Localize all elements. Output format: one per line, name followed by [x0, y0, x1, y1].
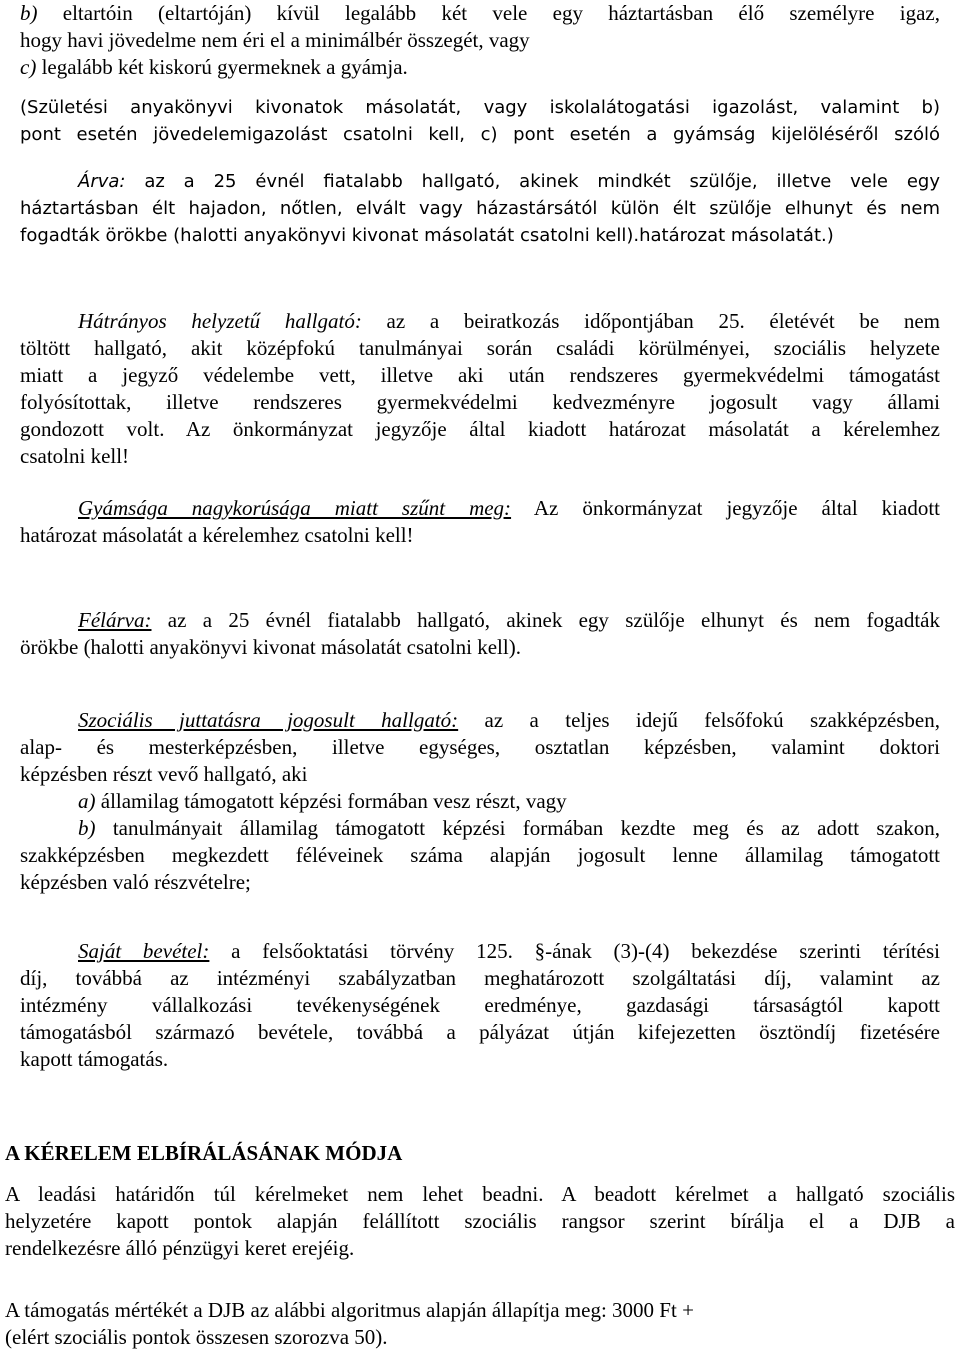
- hatranyos-text: az a beiratkozás időpontjában 25. életévét be nem: [361, 309, 940, 333]
- arva-text: az a 25 évnél fiatalabb hallgató, akinek mindkét szülője, illetve vele egy: [125, 171, 940, 192]
- item-b-line: hogy havi jövedelme nem éri el a minimálbér összegét, vagy: [20, 28, 530, 52]
- evaluation-line: rendelkezésre álló pénzügyi keret erejéig.: [5, 1236, 355, 1260]
- arva-term: Árva:: [78, 171, 126, 192]
- felarva-term: Félárva:: [78, 608, 152, 632]
- felarva-line: örökbe (halotti anyakönyvi kivonat másolatát csatolni kell).: [20, 635, 521, 659]
- hatranyos-line: gondozott volt. Az önkormányzat jegyzője által kiadott határozat másolatát a kérelemhez: [20, 417, 940, 441]
- sajat-line: [20, 938, 940, 965]
- section-heading: A KÉRELEM ELBÍRÁLÁSÁNAK MÓDJA: [5, 1141, 403, 1165]
- szocialis-text: az a teljes idejű felsőfokú szakképzésben,: [458, 708, 940, 732]
- szocialis-line: szakképzésben megkezdett féléveinek száma alapján jogosult lenne államilag támogatott: [20, 843, 940, 867]
- item-c-text: legalább két kiskorú gyermeknek a gyámja.: [36, 55, 408, 79]
- szocialis-a-label: a): [78, 789, 96, 813]
- szocialis-a-text: államilag támogatott képzési formában vesz részt, vagy: [95, 789, 567, 813]
- arva-line: [20, 168, 940, 195]
- amount-line: (elért szociális pontok összesen szorozva 50).: [5, 1325, 388, 1349]
- szocialis-line: képzésben való részvételre;: [20, 870, 251, 894]
- szocialis-line: képzésben részt vevő hallgató, aki: [20, 762, 308, 786]
- item-c-line: [20, 54, 940, 81]
- hatranyos-line: töltött hallgató, akit középfokú tanulmányai során családi körülményei, szociális helyzete: [20, 336, 940, 360]
- item-b: [20, 0, 940, 81]
- hatranyos-line: folyósítottak, illetve rendszeres gyermekvédelmi kedvezményre jogosult vagy állami: [20, 390, 940, 414]
- note-line: (Születési anyakönyvi kivonatok másolatát, vagy iskolalátogatási igazolást, valamint b): [20, 97, 940, 118]
- sajat-line: támogatásból származó bevétele, továbbá a pályázat útján kifejezetten ösztöndíj fizetésére: [20, 1020, 940, 1044]
- item-c-label: c): [20, 55, 37, 79]
- evaluation-line: helyzetére kapott pontok alapján felállított szociális rangsor szerint bírálja el a DJB a: [5, 1209, 955, 1233]
- gyamsag-text: Az önkormányzat jegyzője által kiadott: [511, 496, 940, 520]
- sajat-term: Saját bevétel:: [78, 939, 210, 963]
- item-b-label: b): [20, 1, 38, 25]
- attachment-note: [20, 94, 940, 148]
- sajat-line: intézmény vállalkozási tevékenységének eredménye, gazdasági társaságtól kapott: [20, 993, 940, 1017]
- hatranyos-line: miatt a jegyző védelembe vett, illetve aki után rendszeres gyermekvédelmi támogatást: [20, 363, 940, 387]
- amount-line: A támogatás mértékét a DJB az alábbi algoritmus alapján állapítja meg: 3000 Ft +: [5, 1298, 694, 1322]
- definition-arva: [20, 168, 940, 249]
- felarva-text: az a 25 évnél fiatalabb hallgató, akinek egy szülője elhunyt és nem fogadták: [151, 608, 940, 632]
- szocialis-item-b: [20, 815, 940, 842]
- arva-line: fogadták örökbe (halotti anyakönyvi kivonat másolatát csatolni kell).határozat másolatát.): [20, 225, 834, 246]
- evaluation-line: A leadási határidőn túl kérelmeket nem lehet beadni. A beadott kérelmet a hallgató szociális: [5, 1182, 955, 1206]
- item-b-line: [20, 0, 940, 27]
- szocialis-line: [20, 707, 940, 734]
- szocialis-term: Szociális juttatásra jogosult hallgató:: [78, 708, 459, 732]
- definition-felarva: [20, 607, 940, 661]
- note-line: pont esetén jövedelemigazolást csatolni kell, c) pont esetén a gyámság kijelöléséről szóló: [20, 124, 940, 145]
- hatranyos-line: csatolni kell!: [20, 444, 130, 468]
- szocialis-b-label: b): [78, 816, 96, 840]
- felarva-line: [20, 607, 940, 634]
- definition-hatranyos: [20, 308, 940, 470]
- amount-paragraph: [5, 1297, 955, 1351]
- definition-sajat: [20, 938, 940, 1073]
- definition-szocialis: [20, 707, 940, 896]
- szocialis-line: alap- és mesterképzésben, illetve egységes, osztatlan képzésben, valamint doktori: [20, 735, 940, 759]
- sajat-line: díj, továbbá az intézményi szabályzatban meghatározott szolgáltatási díj, valamint az: [20, 966, 940, 990]
- evaluation-paragraph: [5, 1181, 955, 1262]
- item-b-text: eltartóin (eltartóján) kívül legalább két vele egy háztartásban élő személyre igaz,: [37, 1, 940, 25]
- sajat-text: a felsőoktatási törvény 125. §-ának (3)-(4) bekezdése szerinti térítési: [209, 939, 940, 963]
- arva-line: háztartásban élt hajadon, nőtlen, elvált vagy házastársától külön élt szülője elhunyt és nem: [20, 198, 940, 219]
- definition-gyamsag: [20, 495, 940, 549]
- sajat-line: kapott támogatás.: [20, 1047, 169, 1071]
- hatranyos-line: [20, 308, 940, 335]
- gyamsag-line: határozat másolatát a kérelemhez csatolni kell!: [20, 523, 414, 547]
- hatranyos-term: Hátrányos helyzetű hallgató:: [78, 309, 362, 333]
- szocialis-b-text: tanulmányait államilag támogatott képzési formában kezdte meg és az adott szakon,: [95, 816, 940, 840]
- gyamsag-term: Gyámsága nagykorúsága miatt szűnt meg:: [78, 496, 512, 520]
- szocialis-item-a: [20, 788, 940, 815]
- gyamsag-line: [20, 495, 940, 522]
